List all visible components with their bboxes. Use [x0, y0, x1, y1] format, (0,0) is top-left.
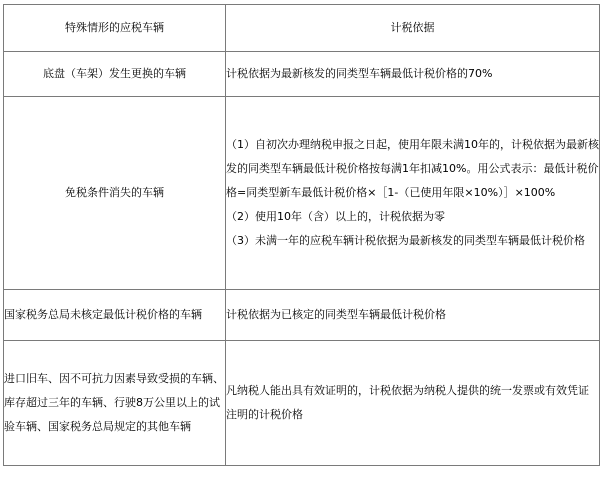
table-header-row — [4, 5, 600, 52]
basis-paragraph: （1）自初次办理纳税申报之日起，使用年限未满10年的，计税依据为最新核发的同类型车辆最低计税价格按每满1年扣减10%。用公式表示：最低计税价格=同类型新车最低计税价格×［1-（已使用年限×10%）］×100% — [226, 138, 599, 199]
basis-paragraph: （2）使用10年（含）以上的，计税依据为零 — [226, 210, 445, 223]
tax-basis-table — [3, 4, 600, 466]
table-row — [4, 290, 600, 341]
basis-paragraph: （3）未满一年的应税车辆计税依据为最新核发的同类型车辆最低计税价格 — [226, 234, 585, 247]
basis-paragraph: 凡纳税人能出具有效证明的，计税依据为纳税人提供的统一发票或有效凭证注明的计税价格 — [226, 384, 589, 421]
row-situation: 底盘（车架）发生更换的车辆 — [4, 52, 226, 97]
basis-paragraph: 计税依据为最新核发的同类型车辆最低计税价格的70% — [226, 67, 493, 80]
table-row — [4, 341, 600, 466]
row-situation: 免税条件消失的车辆 — [4, 97, 226, 290]
row-basis — [226, 52, 600, 97]
row-basis — [226, 97, 600, 290]
table-row — [4, 97, 600, 290]
row-situation: 进口旧车、因不可抗力因素导致受损的车辆、库存超过三年的车辆、行驶8万公里以上的试验车辆、国家税务总局规定的其他车辆 — [4, 341, 226, 466]
row-basis — [226, 290, 600, 341]
header-situation: 特殊情形的应税车辆 — [4, 5, 226, 52]
header-basis: 计税依据 — [226, 5, 600, 52]
row-basis — [226, 341, 600, 466]
table-row — [4, 52, 600, 97]
basis-paragraph: 计税依据为已核定的同类型车辆最低计税价格 — [226, 308, 446, 321]
row-situation: 国家税务总局未核定最低计税价格的车辆 — [4, 290, 226, 341]
